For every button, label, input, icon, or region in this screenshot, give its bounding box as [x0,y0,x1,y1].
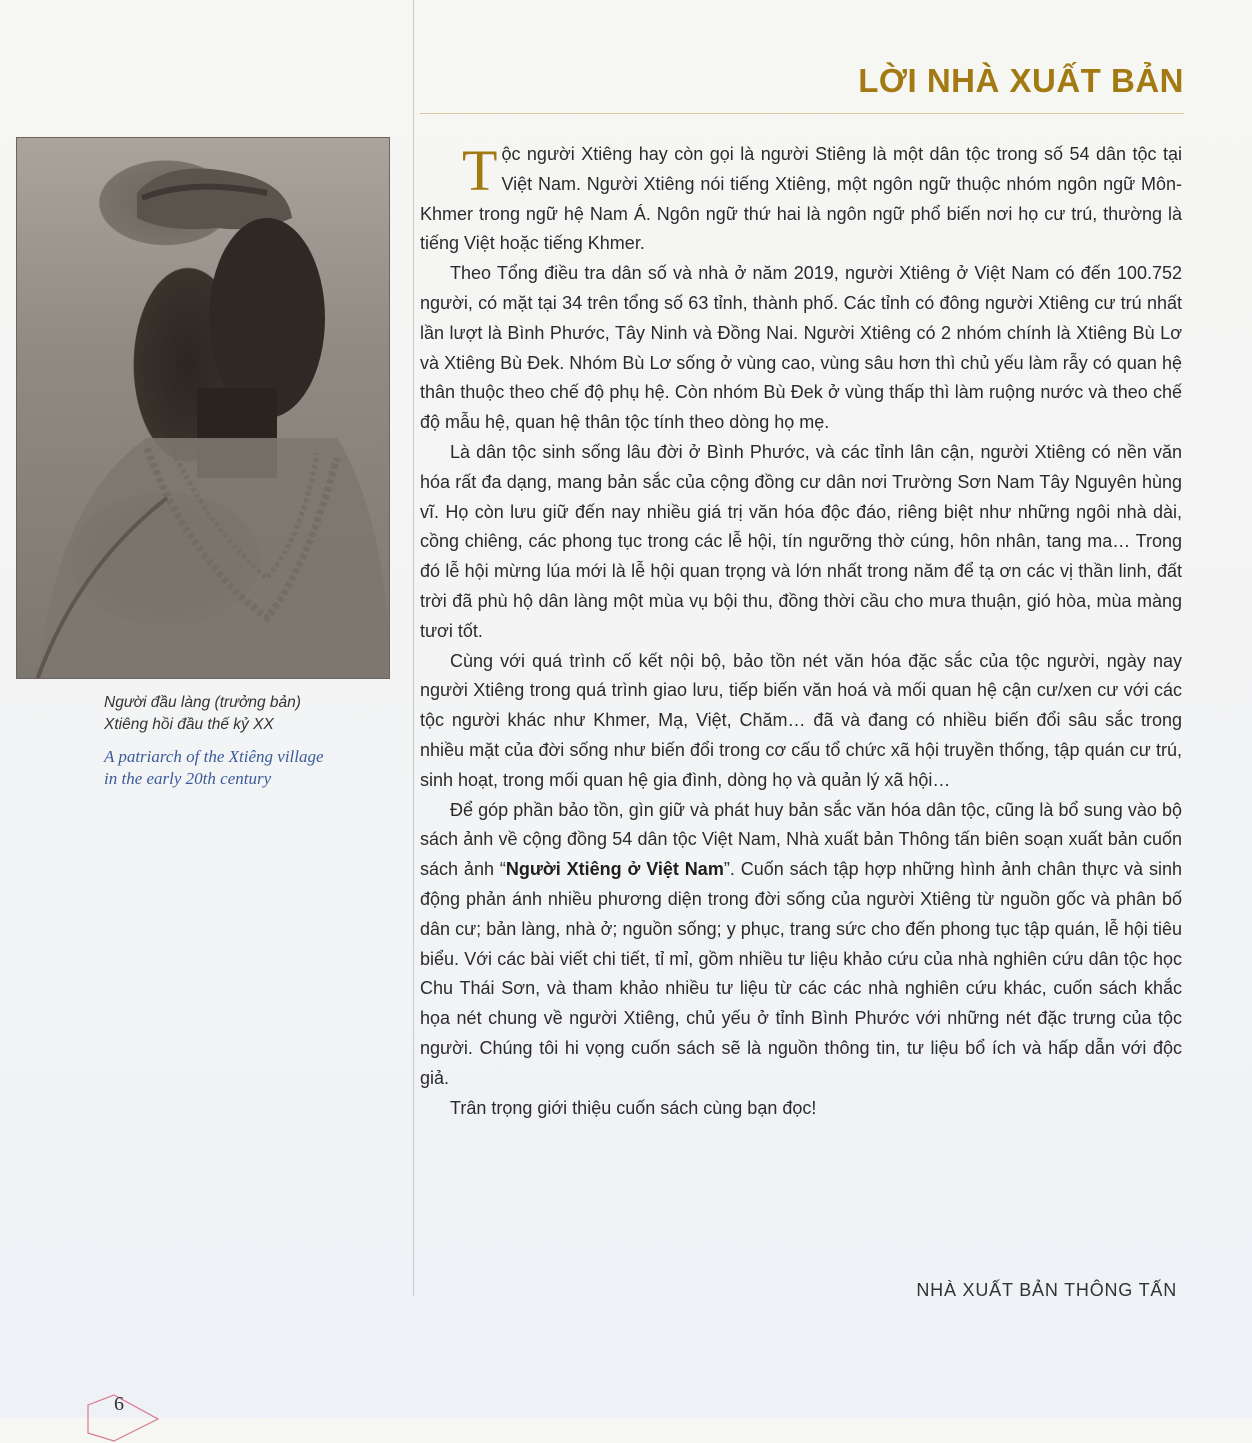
page-title: LỜI NHÀ XUẤT BẢN [858,62,1184,99]
paragraph-3: Là dân tộc sinh sống lâu đời ở Bình Phước, và các tỉnh lân cận, người Xtiêng có nền văn hóa rất đa dạng, mang bản sắc của cộng đồng cư dân nơi Trường Sơn Nam Tây Nguyên hùng vĩ. Họ còn lưu giữ đến nay nhiều giá trị văn hóa độc đáo, riêng biệt như những ngôi nhà dài, cồng chiêng, các phong tục trong các lễ hội, tín ngưỡng thờ cúng, hôn nhân, tang ma… Trong đó lễ hội mừng lúa mới là lễ hội quan trọng và lớn nhất trong năm để tạ ơn các vị thần linh, đất trời đã phù hộ dân làng một mùa vụ bội thu, đồng thời cầu cho mưa thuận, gió hòa, mùa màng tươi tốt. [420,441,1182,641]
photo-caption-english [104,746,394,790]
paragraph-1 [420,140,1182,259]
caption-en-line-2: in the early 20th century [104,769,272,788]
title-rule [420,113,1184,114]
caption-vi-line-1: Người đầu làng (trưởng bản) [104,694,301,711]
paragraph-6: Trân trọng giới thiệu cuốn sách cùng bạn đọc! [450,1097,817,1118]
photo-caption-vietnamese [104,692,394,736]
paragraph-5-text-a: Để góp phần bảo tồn, gìn giữ và phát huy bản sắc văn hóa dân tộc, cũng là bổ sung vào bộ sách ảnh về cộng đồng 54 dân tộc Việt Nam, Nhà xuất bản Thông tấn biên soạn xuất bản cuốn sách ảnh “ [420,799,1182,880]
caption-vi-line-2: Xtiêng hồi đầu thế kỷ XX [104,716,274,733]
paragraph-5-text-b: ”. Cuốn sách tập hợp những hình ảnh chân thực và sinh động phản ánh nhiều phương diện trong đời sống của người Xtiêng từ nguồn gốc và phân bố dân cư; bản làng, nhà ở; nguồn sống; y phục, trang sức cho đến phong tục tập quán, lễ hội tiêu biểu. Với các bài viết chi tiết, tỉ mỉ, gồm nhiều tư liệu khảo cứu của nhà nghiên cứu dân tộc học Chu Thái Sơn, và tham khảo nhiều tư liệu từ các các nhà nghiên cứu khác, cuốn sách khắc họa nét chung về người Xtiêng, chủ yếu ở tỉnh Bình Phước với những nét đặc trưng của tộc người. Chúng tôi hi vọng cuốn sách sẽ là nguồn thông tin, tư liệu bổ ích và hấp dẫn với độc giả. [420,859,1182,1088]
paragraph-1-text: ộc người Xtiêng hay còn gọi là người Stiêng là một dân tộc trong số 54 dân tộc tại Việt Nam. Người Xtiêng nói tiếng Xtiêng, một ngôn ngữ thuộc nhóm ngôn ngữ Môn-Khmer trong ngữ hệ Nam Á. Ngôn ngữ thứ hai là ngôn ngữ phổ biến nơi họ cư trú, thường là tiếng Việt hoặc tiếng Khmer. [420,144,1182,254]
body-text [420,140,1182,1123]
paragraph-5 [420,796,1182,1094]
paragraph-4: Cùng với quá trình cố kết nội bộ, bảo tồn nét văn hóa đặc sắc của tộc người, ngày nay người Xtiêng trong quá trình giao lưu, tiếp biến văn hoá và mối quan hệ cận cư/xen cư với các tộc người khác như Khmer, Mạ, Việt, Chăm… đã và đang có nhiều biến đổi sâu sắc trong nhiều mặt của đời sống như biến đổi trong cơ cấu tổ chức xã hội truyền thống, tập quán cư trú, sinh hoạt, trong mối quan hệ gia đình, dòng họ và quản lý xã hội… [420,650,1182,790]
page-number: 6 [114,1393,124,1415]
publisher-signature: NHÀ XUẤT BẢN THÔNG TẤN [916,1280,1177,1300]
portrait-illustration [17,138,390,679]
drop-cap: T [462,138,498,203]
book-title-bold: Người Xtiêng ở Việt Nam [505,859,724,880]
page-number-marker [84,1393,160,1443]
caption-en-line-1: A patriarch of the Xtiêng village [104,747,324,766]
portrait-photo [16,137,390,679]
column-divider [413,0,414,1296]
paragraph-2: Theo Tổng điều tra dân số và nhà ở năm 2019, người Xtiêng ở Việt Nam có đến 100.752 người, có mặt tại 34 trên tổng số 63 tỉnh, thành phố. Các tỉnh có đông người Xtiêng cư trú nhất lần lượt là Bình Phước, Tây Ninh và Đồng Nai. Người Xtiêng có 2 nhóm chính là Xtiêng Bù Lơ và Xtiêng Bù Đek. Nhóm Bù Lơ sống ở vùng cao, vùng sâu hơn thì chủ yếu làm rẫy có quan hệ thân thuộc theo chế độ phụ hệ. Còn nhóm Bù Đek ở vùng thấp thì làm ruộng nước và theo chế độ mẫu hệ, quan hệ thân tộc tính theo dòng họ mẹ. [420,263,1182,433]
